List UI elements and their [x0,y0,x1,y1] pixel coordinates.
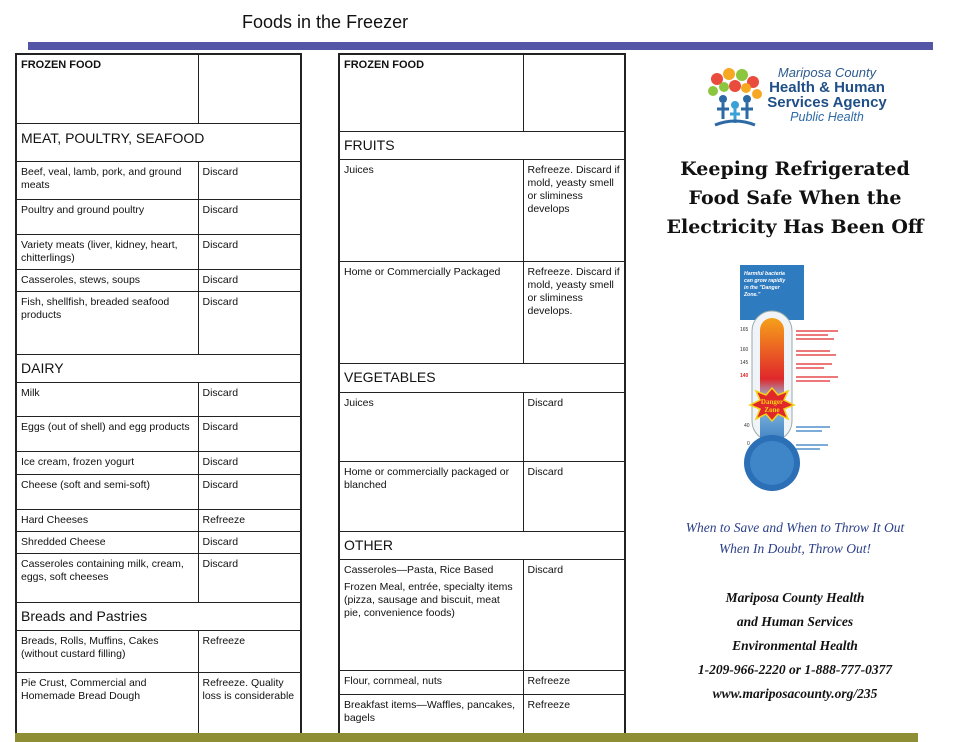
section-header-meat: MEAT, POULTRY, SEAFOOD [16,123,301,161]
top-divider [28,42,933,50]
action-cell: Refreeze [198,509,301,531]
table-row [339,160,625,262]
action-cell: Discard [198,383,301,417]
food-cell: Pie Crust, Commercial and Homemade Bread Dough [16,673,198,738]
table-row [16,161,301,199]
food-cell: Hard Cheeses [16,509,198,531]
contact-phone: 1-209-966-2220 or 1-888-777-0377 [697,662,893,677]
table-row [339,262,625,364]
action-cell: Discard [198,234,301,269]
action-cell: Discard [198,161,301,199]
food-cell: Casseroles, stews, soups [16,269,198,291]
table-row [339,560,625,671]
thermometer-illustration [738,263,850,497]
action-cell: Discard [198,531,301,553]
agency-line-2: Health & Human [769,79,885,96]
food-cell: Casseroles containing milk, cream, eggs, soft cheeses [16,553,198,602]
section-header-row [339,531,625,560]
contact-block [640,586,950,706]
table-row [16,417,301,452]
table-title-cell: FROZEN FOOD [16,54,198,123]
action-cell: Discard [523,461,625,531]
action-cell: Discard [198,474,301,509]
family-tree-icon [705,67,765,129]
title-line-3: Electricity Has Been Off [666,216,924,238]
table-row [339,461,625,531]
table-row [16,509,301,531]
table-title-row [16,54,301,123]
bottom-divider [15,733,918,742]
food-cell: Fish, shellfish, breaded seafood products [16,291,198,354]
section-header-row [339,131,625,160]
food-cell: Ice cream, frozen yogurt [16,452,198,474]
action-cell: Discard [523,392,625,461]
tagline-line-1: When to Save and When to Throw It Out [685,520,905,535]
table-row [16,452,301,474]
svg-text:165: 165 [740,327,749,333]
table-row [339,392,625,461]
brochure-tagline [640,517,950,559]
table-row [16,383,301,417]
contact-line-1: Mariposa County Health [725,590,865,605]
agency-line-1: Mariposa County [777,65,877,80]
title-line-2: Food Safe When the [688,187,902,209]
food-cell: Variety meats (liver, kidney, heart, chitterlings) [16,234,198,269]
table-row [16,199,301,234]
svg-text:40: 40 [744,423,750,429]
table-row [16,291,301,354]
table-row [339,671,625,695]
food-cell: Poultry and ground poultry [16,199,198,234]
food-cell: Breakfast items—Waffles, pancakes, bagels [339,695,523,735]
food-cell: Home or Commercially Packaged [339,262,523,364]
action-cell: Refreeze [198,631,301,673]
food-cell: Juices [339,392,523,461]
action-cell: Refreeze. Discard if mold, yeasty smell or sliminess develops. [523,262,625,364]
food-line: Frozen Meal, entrée, specialty items (pizza, sausage and biscuit, meat pie, convenience foods) [344,581,513,620]
svg-text:Zone: Zone [764,406,780,414]
section-header-fruits: FRUITS [339,131,625,160]
section-header-row [16,123,301,161]
agency-line-3: Services Agency [767,94,887,111]
agency-line-4: Public Health [790,110,864,124]
food-cell: Beef, veal, lamb, pork, and ground meats [16,161,198,199]
food-line: Casseroles—Pasta, Rice Based [344,564,494,576]
table-row [16,474,301,509]
section-header-vegetables: VEGETABLES [339,364,625,393]
action-cell: Refreeze. Discard if mold, yeasty smell or sliminess develops [523,160,625,262]
mercury-column [760,318,784,453]
food-cell: Flour, cornmeal, nuts [339,671,523,695]
table-row [16,531,301,553]
food-cell: Eggs (out of shell) and egg products [16,417,198,452]
food-cell [339,560,523,671]
agency-name [757,65,897,125]
contact-line-2: and Human Services [736,614,854,629]
section-header-row [16,602,301,631]
action-cell: Discard [198,553,301,602]
table-title-blank [198,54,301,123]
table-title-blank [523,54,625,131]
action-cell: Refreeze [523,671,625,695]
freezer-table-left [15,53,302,739]
action-cell: Refreeze [523,695,625,735]
table-row [339,695,625,735]
action-cell: Discard [198,269,301,291]
svg-text:160: 160 [740,347,749,353]
svg-text:Harmful bacteria can gro: Harmful bacteria can grow rapidly in the "Danger Zone." [744,271,786,298]
title-line-1: Keeping Refrigerated [680,158,910,180]
table-row [16,673,301,738]
brochure-cover [640,50,950,730]
food-cell: Home or commercially packaged or blanched [339,461,523,531]
table-title-row [339,54,625,131]
action-cell: Discard [523,560,625,671]
contact-line-3: Environmental Health [732,638,858,653]
food-cell: Milk [16,383,198,417]
section-header-row [16,354,301,383]
action-cell: Discard [198,452,301,474]
food-cell: Juices [339,160,523,262]
brochure-title [640,155,950,242]
table-row [16,631,301,673]
svg-text:0: 0 [747,441,750,447]
food-cell: Breads, Rolls, Muffins, Cakes (without custard filling) [16,631,198,673]
action-cell: Discard [198,417,301,452]
table-row [16,234,301,269]
tagline-line-2: When In Doubt, Throw Out! [718,541,872,556]
section-header-breads: Breads and Pastries [16,602,301,631]
svg-text:145: 145 [740,360,749,366]
contact-website: www.mariposacounty.org/235 [712,686,878,701]
page-title: Foods in the Freezer [242,12,409,32]
food-cell: Shredded Cheese [16,531,198,553]
freezer-table-middle [338,53,626,736]
agency-logo [705,65,895,135]
action-cell: Discard [198,291,301,354]
food-cell: Cheese (soft and semi-soft) [16,474,198,509]
section-header-other: OTHER [339,531,625,560]
svg-text:140: 140 [740,373,749,379]
svg-text:Danger: Danger [760,398,784,406]
table-row [16,269,301,291]
action-cell: Refreeze. Quality loss is considerable [198,673,301,738]
action-cell: Discard [198,199,301,234]
section-header-dairy: DAIRY [16,354,301,383]
section-header-row [339,364,625,393]
table-row [16,553,301,602]
table-title-cell: FROZEN FOOD [339,54,523,131]
